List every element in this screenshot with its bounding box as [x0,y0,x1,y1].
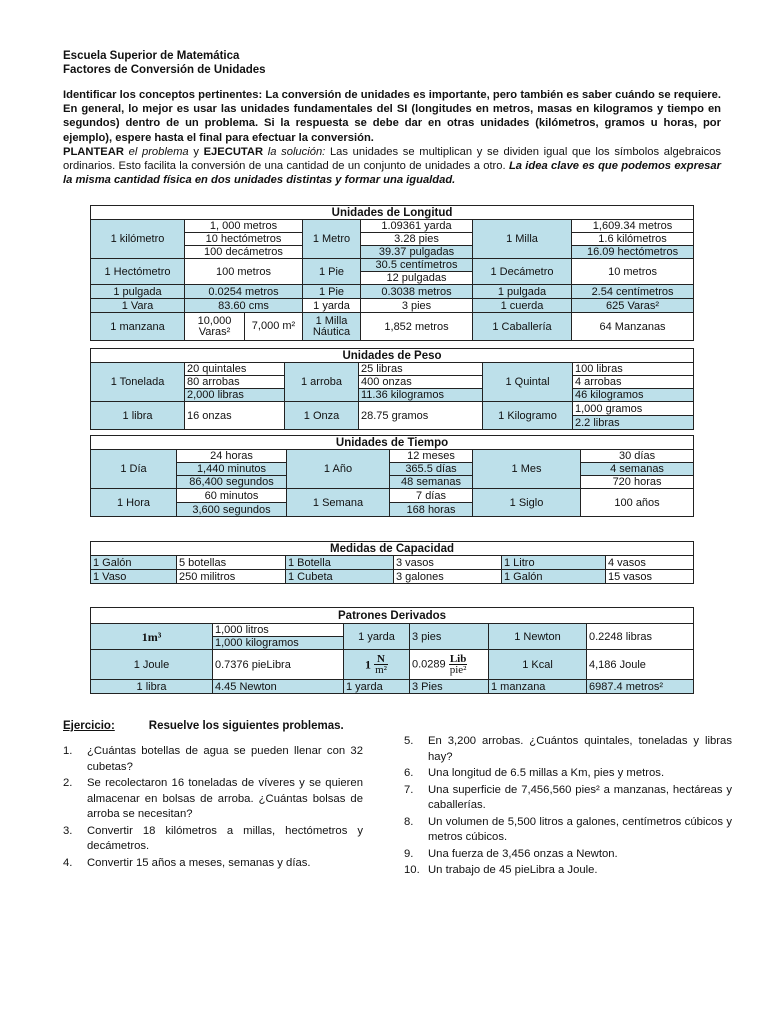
onza-label: 1 Onza [285,402,359,430]
libra-derived-label: 1 libra [91,680,213,694]
siglo-label: 1 Siglo [473,489,581,517]
intro-explanation: Las unidades se multiplican y se dividen igual que los símbolos algebraicos ordinarios. Esto facilita la conversión de una cantidad de un conjunto de unidades a otro. [63,145,721,173]
kilogramo-value: 1,000 gramos [573,402,694,416]
vaso-value: 250 militros [177,570,286,584]
newton-label: 1 Newton [489,624,587,650]
dia-label: 1 Día [91,450,177,489]
pie-value: 12 pulgadas [361,272,473,285]
vara-value: 83.60 cms [185,299,303,313]
mes-value: 720 horas [581,476,694,489]
hora-label: 1 Hora [91,489,177,517]
metro-value: 39.37 pulgadas [361,246,473,259]
pressure-label [344,650,410,680]
pie-label: 1 Pie [303,259,361,285]
item-text: Una superficie de 7,456,560 pies² a manzanas, hectáreas y caballerías. [428,783,732,811]
libra-label: 1 libra [91,402,185,430]
manzana-derived-label: 1 manzana [489,680,587,694]
newton-value: 0.2248 libras [587,624,694,650]
dia-value: 1,440 minutos [177,463,287,476]
document-header [63,49,266,77]
milla-nautica-label: 1 Milla Náutica [303,313,361,341]
manzana-label: 1 manzana [91,313,185,341]
tonelada-value: 2,000 libras [185,389,285,402]
plantear-word: PLANTEAR [63,145,124,158]
exercise-item [63,856,363,872]
tonelada-label: 1 Tonelada [91,363,185,402]
exercise-item [404,783,732,814]
item-number: 4. [63,856,73,869]
arroba-value: 400 onzas [359,376,483,389]
document-title: Factores de Conversión de Unidades [63,64,266,76]
item-number: 7. [404,783,414,796]
dam-value: 10 metros [572,259,694,285]
semana-label: 1 Semana [287,489,390,517]
dia-value: 24 horas [177,450,287,463]
semana-value: 7 días [390,489,473,503]
kcal-label: 1 Kcal [489,650,587,680]
litro-label: 1 Litro [502,556,606,570]
item-number: 1. [63,745,73,757]
exercise-item [404,863,732,879]
galon2-label: 1 Galón [502,570,606,584]
m3-label: 1m³ [91,624,213,650]
cuerda-value: 625 Varas² [572,299,694,313]
pulgada-value: 0.0254 metros [185,285,303,299]
lib-per-pie2-fraction [449,654,468,675]
ejecutar-word: EJECUTAR [203,145,264,158]
arroba-value: 11.36 kilogramos [359,389,483,402]
pressure-one: 1 [365,657,372,672]
intro-paragraph-1: Identificar los conceptos pertinentes: La conversión de unidades es importante, pero también es saber cuándo se requiere. En general, lo mejor es usar las unidades fundamentales del SI (longitudes en metros, masas en kilogramos y tiempo en segundos) dentro de un problema. Si la respuesta se debe dar en otras unidades (kilómetros, gramos u horas, por ejemplo), espere hasta el final para efectuar la conversión. [63,89,721,144]
item-text: Un volumen de 5,500 litros a galones, centímetros cúbicos y metros cúbicos. [428,815,732,843]
item-number: 2. [63,777,73,789]
mes-value: 30 días [581,450,694,463]
pressure-number: 0.0289 [412,658,446,671]
item-number: 9. [404,847,414,860]
yarda-derived-label: 1 yarda [344,624,410,650]
anio-value: 365.5 días [390,463,473,476]
exercise-heading [63,720,344,732]
hm-value: 100 metros [185,259,303,285]
exercise-item [63,776,363,823]
caballeria-label: 1 Caballería [473,313,572,341]
yarda2-value: 3 Pies [410,680,489,694]
pressure-value [410,650,489,680]
derived-title: Patrones Derivados [91,608,694,624]
caballeria-value: 64 Manzanas [572,313,694,341]
item-text: Convertir 18 kilómetros a millas, hectómetros y decámetros. [87,824,363,852]
fraction-numerator: N [374,654,388,665]
manzana-value-a: 10,000 Varas² [185,313,245,341]
item-text: En 3,200 arrobas. ¿Cuántos quintales, toneladas y libras hay? [428,735,732,763]
kilogramo-label: 1 Kilogramo [483,402,573,430]
el-problema-phrase: el problema [123,145,194,158]
yarda2-label: 1 yarda [344,680,410,694]
m3-value: 1,000 kilogramos [213,637,344,650]
galon-value: 5 botellas [177,556,286,570]
item-text: Se recolectaron 16 toneladas de víveres y se quieren almacenar en bolsas de arroba. ¿Cuántas bolsas de arroba se necesitan? [87,777,363,820]
mes-label: 1 Mes [473,450,581,489]
pulgada2-label: 1 pulgada [473,285,572,299]
milla-value: 16.09 hectómetros [572,246,694,259]
hora-value: 60 minutos [177,489,287,503]
fraction-denominator: pie² [449,664,467,676]
y-word: y [193,145,204,158]
anio-label: 1 Año [287,450,390,489]
onza-value: 28.75 gramos [359,402,483,430]
item-number: 5. [404,735,414,747]
milla-nautica-value: 1,852 metros [361,313,473,341]
pulgada2-value: 2.54 centímetros [572,285,694,299]
intro-text [63,88,721,187]
kilogramo-value: 2.2 libras [573,416,694,430]
school-name: Escuela Superior de Matemática [63,50,240,62]
botella-value: 3 vasos [394,556,502,570]
yarda-value: 3 pies [361,299,473,313]
exercise-label: Ejercicio: [63,720,115,732]
item-text: ¿Cuántas botellas de agua se pueden llenar con 32 cubetas? [87,745,363,773]
fraction-numerator: Lib [449,653,467,665]
item-number: 8. [404,815,414,828]
milla-label: 1 Milla [473,220,572,259]
cubeta-label: 1 Cubeta [286,570,394,584]
item-number: 3. [63,824,73,837]
litro-value: 4 vasos [606,556,694,570]
semana-value: 168 horas [390,503,473,517]
item-text: Un trabajo de 45 pieLibra a Joule. [428,864,598,876]
key-idea-sentence: La idea clave es que podemos expresar la misma cantidad física en dos unidades distintas y formar una igualdad. [63,160,721,187]
dia-value: 86,400 segundos [177,476,287,489]
yarda-derived-value: 3 pies [410,624,489,650]
galon-label: 1 Galón [91,556,177,570]
exercise-list-right [404,734,732,879]
la-solucion-phrase: la solución: [263,145,326,158]
anio-value: 48 semanas [390,476,473,489]
item-number: 6. [404,767,414,779]
exercise-list-left [63,744,363,871]
km-value: 1, 000 metros [185,220,303,233]
time-title: Unidades de Tiempo [91,436,694,450]
metro-label: 1 Metro [303,220,361,259]
exercise-item [404,734,732,765]
botella-label: 1 Botella [286,556,394,570]
exercise-item [404,847,732,863]
pulgada-label: 1 pulgada [91,285,185,299]
siglo-value: 100 años [581,489,694,517]
joule-value: 0.7376 pieLibra [213,650,344,680]
quintal-value: 100 libras [573,363,694,376]
intro-paragraph-2 [63,145,721,188]
derived-table [90,607,694,694]
fraction-denominator: m² [375,664,387,676]
item-text: Una longitud de 6.5 millas a Km, pies y metros. [428,767,665,779]
pie-value: 30.5 centímetros [361,259,473,272]
vara-label: 1 Vara [91,299,185,313]
capacity-title: Medidas de Capacidad [91,542,694,556]
cuerda-label: 1 cuerda [473,299,572,313]
tonelada-value: 20 quintales [185,363,285,376]
pie2-label: 1 Pie [303,285,361,299]
manzana-derived-value: 6987.4 metros² [587,680,694,694]
km-label: 1 kilómetro [91,220,185,259]
manzana-value-b: 7,000 m² [245,313,303,341]
weight-table [90,348,694,430]
metro-value: 3.28 pies [361,233,473,246]
milla-value: 1,609.34 metros [572,220,694,233]
exercise-item [404,766,732,782]
libra-derived-value: 4.45 Newton [213,680,344,694]
item-text: Convertir 15 años a meses, semanas y días. [87,856,311,869]
vaso-label: 1 Vaso [91,570,177,584]
anio-value: 12 meses [390,450,473,463]
libra-value: 16 onzas [185,402,285,430]
milla-value: 1.6 kilómetros [572,233,694,246]
yarda-label: 1 yarda [303,299,361,313]
time-table [90,435,694,517]
capacity-table [90,541,694,584]
kcal-value: 4,186 Joule [587,650,694,680]
exercise-item [63,824,363,855]
galon2-value: 15 vasos [606,570,694,584]
pie2-value: 0.3038 metros [361,285,473,299]
quintal-value: 4 arrobas [573,376,694,389]
km-value: 100 decámetros [185,246,303,259]
m3-value: 1,000 litros [213,624,344,637]
quintal-label: 1 Quintal [483,363,573,402]
metro-value: 1.09361 yarda [361,220,473,233]
exercise-instruction: Resuelve los siguientes problemas. [148,720,344,732]
item-text: Una fuerza de 3,456 onzas a Newton. [428,847,618,860]
length-title: Unidades de Longitud [91,206,694,220]
quintal-value: 46 kilogramos [573,389,694,402]
mes-value: 4 semanas [581,463,694,476]
arroba-label: 1 arroba [285,363,359,402]
item-number: 10. [404,864,420,876]
exercise-item [63,744,363,775]
newton-per-m2-fraction [374,654,388,675]
joule-label: 1 Joule [91,650,213,680]
length-table [90,205,694,341]
cubeta-value: 3 galones [394,570,502,584]
exercise-item [404,815,732,846]
hora-value: 3,600 segundos [177,503,287,517]
km-value: 10 hectómetros [185,233,303,246]
hm-label: 1 Hectómetro [91,259,185,285]
arroba-value: 25 libras [359,363,483,376]
tonelada-value: 80 arrobas [185,376,285,389]
dam-label: 1 Decámetro [473,259,572,285]
weight-title: Unidades de Peso [91,349,694,363]
